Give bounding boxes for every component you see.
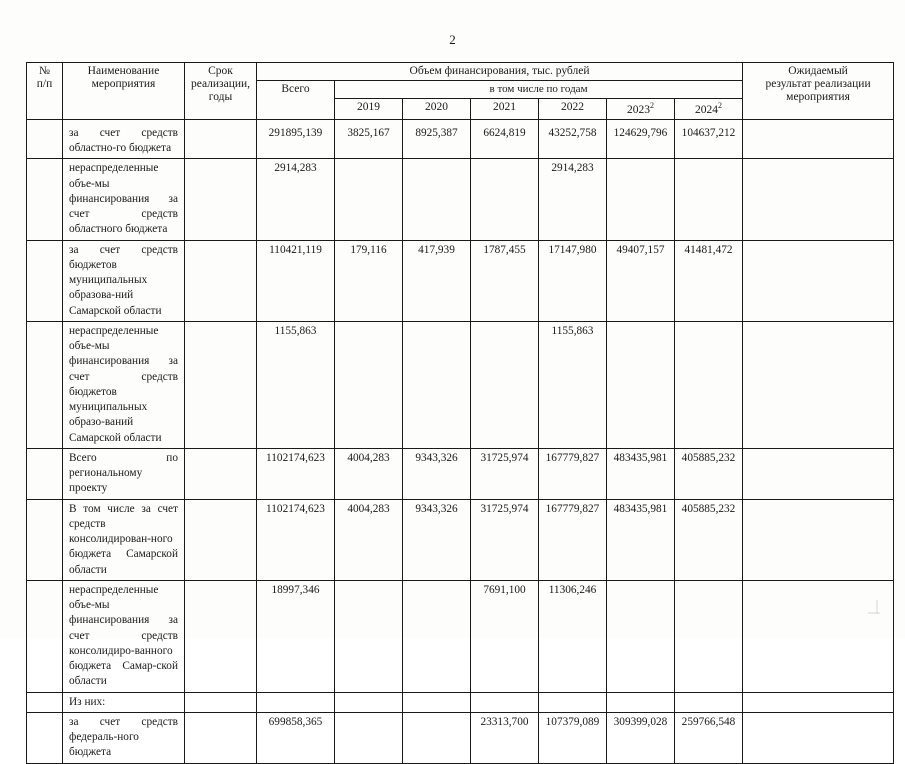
header-name-line2: мероприятия — [91, 78, 156, 91]
table-header — [27, 63, 894, 120]
year-2023-footnote-marker: 2 — [650, 100, 654, 110]
cell-total: 2914,283 — [257, 159, 335, 240]
cell-total: 291895,139 — [257, 119, 335, 159]
cell-number — [27, 240, 63, 321]
header-cell-by-years: в том числе по годам — [335, 81, 743, 99]
cell-2021 — [471, 159, 539, 240]
table-body — [27, 119, 894, 763]
cell-2019 — [335, 159, 403, 240]
header-cell-volume: Объем финансирования, тыс. рублей — [257, 63, 743, 81]
cell-2021: 31725,974 — [471, 499, 539, 580]
cell-2019: 4004,283 — [335, 448, 403, 499]
cell-2020: 8925,387 — [403, 119, 471, 159]
cell-2022: 167779,827 — [539, 499, 607, 580]
cell-number — [27, 159, 63, 240]
header-result-line2: результат реализации — [765, 78, 871, 91]
header-term-line2: реализации, — [190, 78, 251, 91]
table-row — [27, 240, 894, 321]
page-number: 2 — [449, 32, 456, 47]
cell-name: В том числе за счет средств консолидирован-ного бюджета Самарской области — [63, 499, 185, 580]
cell-name: за счет средств бюджетов муниципальных образова-ний Самарской области — [63, 240, 185, 321]
cell-number — [27, 321, 63, 448]
year-2023-label: 2023 — [627, 103, 650, 116]
cell-total: 110421,119 — [257, 240, 335, 321]
cell-2021 — [471, 321, 539, 448]
cell-2019 — [335, 712, 403, 763]
cell-2021: 1787,455 — [471, 240, 539, 321]
cell-2020 — [403, 321, 471, 448]
cell-2022 — [539, 692, 607, 712]
header-name-line1: Наименование — [87, 65, 160, 77]
cell-number — [27, 448, 63, 499]
header-cell-year-2023 — [607, 98, 675, 119]
cell-2022: 107379,089 — [539, 712, 607, 763]
cell-total: 1102174,623 — [257, 499, 335, 580]
year-2024-label: 2024 — [695, 103, 719, 116]
cell-2024: 405885,232 — [675, 448, 743, 499]
cell-2022: 2914,283 — [539, 159, 607, 240]
cell-2024 — [675, 321, 743, 448]
cell-2022: 167779,827 — [539, 448, 607, 499]
cell-2020 — [403, 712, 471, 763]
cell-result — [743, 321, 894, 448]
header-cell-year-2020: 2020 — [403, 98, 471, 119]
header-term-line1: Срок — [208, 65, 233, 77]
cell-2020: 417,939 — [403, 240, 471, 321]
cell-2023 — [607, 580, 675, 692]
cell-name: за счет средств областно-го бюджета — [63, 119, 185, 159]
table-row — [27, 499, 894, 580]
cell-name: нераспределенные объе-мы финансирования за счет средств бюджетов муниципальных образо-ваний Самарской области — [63, 321, 185, 448]
cell-2019 — [335, 692, 403, 712]
cell-2020: 9343,326 — [403, 499, 471, 580]
cell-result — [743, 712, 894, 763]
cell-term — [185, 240, 257, 321]
cell-2024 — [675, 159, 743, 240]
cell-term — [185, 159, 257, 240]
cell-2020: 9343,326 — [403, 448, 471, 499]
cell-name: за счет средств федераль-ного бюджета — [63, 712, 185, 763]
cell-2024: 41481,472 — [675, 240, 743, 321]
cell-2022: 1155,863 — [539, 321, 607, 448]
header-result-line3: мероприятия — [786, 91, 850, 104]
cell-number — [27, 692, 63, 712]
table-row — [27, 119, 894, 159]
cell-name: Всего по региональному проекту — [63, 448, 185, 499]
header-cell-year-2022: 2022 — [539, 98, 607, 119]
table-row — [27, 712, 894, 763]
table-row — [27, 580, 894, 692]
scan-artifact — [876, 600, 878, 614]
cell-name: нераспределенные объе-мы финансирования за счет средств областного бюджета — [63, 159, 185, 240]
cell-2023: 483435,981 — [607, 448, 675, 499]
cell-2023 — [607, 159, 675, 240]
cell-2019: 3825,167 — [335, 119, 403, 159]
cell-2019: 4004,283 — [335, 499, 403, 580]
cell-term — [185, 499, 257, 580]
cell-2021: 23313,700 — [471, 712, 539, 763]
cell-2021: 6624,819 — [471, 119, 539, 159]
cell-total: 1155,863 — [257, 321, 335, 448]
table-row — [27, 321, 894, 448]
cell-number — [27, 499, 63, 580]
cell-term — [185, 712, 257, 763]
cell-2023: 483435,981 — [607, 499, 675, 580]
financing-table — [26, 62, 894, 764]
cell-2023: 49407,157 — [607, 240, 675, 321]
cell-number — [27, 580, 63, 692]
cell-number — [27, 119, 63, 159]
cell-total — [257, 692, 335, 712]
cell-term — [185, 448, 257, 499]
cell-2023 — [607, 321, 675, 448]
year-2024-footnote-marker: 2 — [718, 100, 723, 110]
cell-term — [185, 692, 257, 712]
cell-total: 699858,365 — [257, 712, 335, 763]
cell-2020 — [403, 159, 471, 240]
cell-result — [743, 119, 894, 159]
cell-2024 — [675, 580, 743, 692]
cell-2022: 17147,980 — [539, 240, 607, 321]
header-cell-term — [185, 63, 257, 120]
cell-2024 — [675, 692, 743, 712]
cell-2021 — [471, 692, 539, 712]
cell-2020 — [403, 580, 471, 692]
cell-2022: 11306,246 — [539, 580, 607, 692]
cell-2024: 259766,548 — [675, 712, 743, 763]
header-result-line1: Ожидаемый — [788, 65, 848, 77]
header-cell-total: Всего — [257, 81, 335, 120]
header-cell-year-2024 — [675, 98, 743, 119]
cell-2019 — [335, 321, 403, 448]
cell-2019: 179,116 — [335, 240, 403, 321]
cell-2023: 124629,796 — [607, 119, 675, 159]
header-cell-name — [63, 63, 185, 120]
cell-2022: 43252,758 — [539, 119, 607, 159]
cell-2023 — [607, 692, 675, 712]
cell-2024: 405885,232 — [675, 499, 743, 580]
cell-result — [743, 499, 894, 580]
cell-number — [27, 712, 63, 763]
header-cell-result — [743, 63, 894, 120]
header-term-line3: годы — [208, 91, 233, 104]
cell-name: Из них: — [63, 692, 185, 712]
cell-2019 — [335, 580, 403, 692]
cell-term — [185, 119, 257, 159]
header-number-line2: п/п — [36, 78, 53, 91]
header-cell-year-2021: 2021 — [471, 98, 539, 119]
table-row — [27, 692, 894, 712]
cell-result — [743, 159, 894, 240]
cell-total: 1102174,623 — [257, 448, 335, 499]
cell-2021: 7691,100 — [471, 580, 539, 692]
cell-result — [743, 448, 894, 499]
scan-artifact — [868, 612, 880, 614]
cell-2024: 104637,212 — [675, 119, 743, 159]
cell-result — [743, 692, 894, 712]
header-number-line1: № — [39, 65, 50, 77]
header-cell-number — [27, 63, 63, 120]
cell-term — [185, 321, 257, 448]
cell-2023: 309399,028 — [607, 712, 675, 763]
cell-name: нераспределенные объе-мы финансирования за счет средств консолидиро-ванного бюджета Самар-ской области — [63, 580, 185, 692]
cell-2021: 31725,974 — [471, 448, 539, 499]
cell-2020 — [403, 692, 471, 712]
header-cell-year-2019: 2019 — [335, 98, 403, 119]
cell-total: 18997,346 — [257, 580, 335, 692]
table-row — [27, 159, 894, 240]
cell-result — [743, 240, 894, 321]
table-row — [27, 448, 894, 499]
cell-term — [185, 580, 257, 692]
cell-result — [743, 580, 894, 692]
